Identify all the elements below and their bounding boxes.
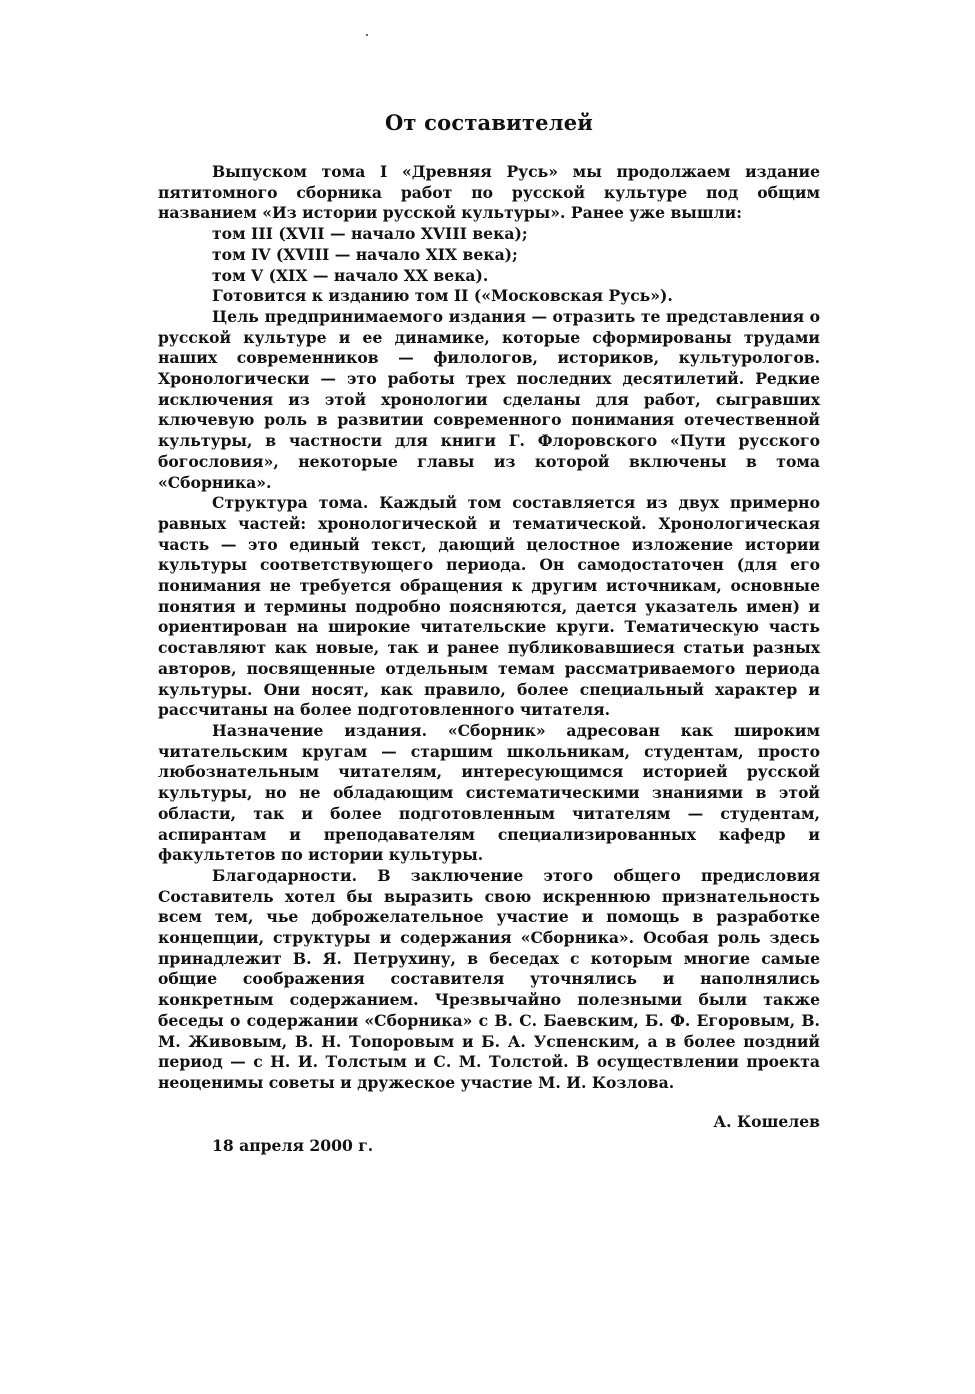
intro-paragraph: Выпуском тома I «Древняя Русь» мы продолжаем издание пятитомного сборника работ по русской культуре под общим названием «Из истории русской культуры». Ранее уже вышли:	[158, 162, 820, 223]
section-lead: Назначение издания.	[212, 720, 428, 740]
section-structure	[158, 493, 820, 721]
section-lead: Цель предпринимаемого издания	[212, 306, 526, 326]
upcoming-line: Готовится к изданию том II («Московская Русь»).	[212, 286, 673, 306]
section-goal	[158, 307, 820, 493]
page-title: От составителей	[384, 110, 594, 135]
section-text: Каждый том составляется из двух примерно равных частей: хронологической и тематической. Хронологическая часть — это единый текст, дающий целостное изложение истории культуры соответствующего периода. Он самодостаточен (для его понимания не требуется обращения к другим источникам, основные понятия и термины подробно поясняются, дается указатель имен) и ориентирован на широкие читательские круги. Тематическую часть составляют как новые, так и ранее публиковавшиеся статьи разных авторов, посвященные отдельным темам рассматриваемого периода культуры. Они носят, как правило, более специальный характер и рассчитаны на более подготовленного читателя.	[158, 493, 820, 720]
document-page	[158, 110, 820, 1155]
section-text: В заключение этого общего предисловия Составитель хотел бы выразить свою искреннюю признательность всем тем, чье доброжелательное участие и помощь в разработке концепции, структуры и содержания «Сборника». Особая роль здесь принадлежит В. Я. Петрухину, в беседах с которым многие самые общие соображения составителя уточнялись и наполнялись конкретным содержанием. Чрезвычайно полезными были также беседы о содержании «Сборника» с В. С. Баевским, Б. Ф. Егоровым, В. М. Живовым, В. Н. Топоровым и Б. А. Успенским, а в более поздний период — с Н. И. Толстым и С. М. Толстой. В осуществлении проекта неоценимы советы и дружеское участие М. И. Козлова.	[158, 865, 820, 1092]
section-text: — отразить те представления о русской культуре и ее динамике, которые сформированы трудами наших современников — филологов, историков, культурологов. Хронологически — это работы трех последних десятилетий. Редкие исключения из этой хронологии сделаны для работ, сыгравших ключевую роль в развитии современного понимания отечественной культуры, в частности для книги Г. Флоровского «Пути русского богословия», некоторые главы из которой включены в тома «Сборника».	[158, 306, 820, 492]
date-line: 18 апреля 2000 г.	[212, 1135, 374, 1155]
section-lead: Благодарности.	[212, 865, 358, 885]
scan-speck	[366, 34, 368, 36]
section-purpose	[158, 721, 820, 866]
volume-line: том III (XVII — начало XVIII века);	[212, 224, 528, 244]
signature: А. Кошелев	[713, 1111, 820, 1131]
volume-line: том IV (XVIII — начало XIX века);	[212, 244, 518, 264]
section-text: «Сборник» адресован как широким читательским кругам — старшим школьникам, студентам, просто любознательным читателям, интересующимся историей русской культуры, но не обладающим систематическими знаниями в этой области, так и более подготовленным читателям — студентам, аспирантам и преподавателям специализированных кафедр и факультетов по истории культуры.	[158, 720, 820, 865]
section-lead: Структура тома.	[212, 493, 369, 513]
volume-line: том V (XIX — начало XX века).	[212, 265, 489, 285]
section-thanks	[158, 866, 820, 1094]
